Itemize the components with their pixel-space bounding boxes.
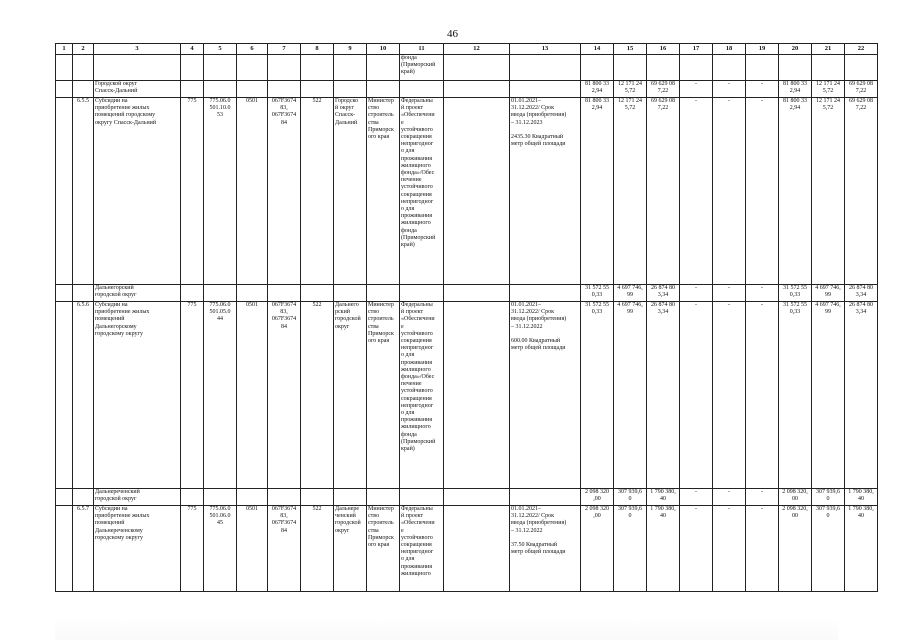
table-cell	[510, 81, 581, 98]
table-cell	[301, 81, 334, 98]
table-cell: 1 790 380, 40	[647, 506, 680, 592]
table-cell	[56, 506, 73, 592]
header-cell: 2	[73, 44, 94, 55]
table-cell: 6.5.6	[73, 302, 94, 489]
table-cell: 307 939,6 0	[812, 506, 845, 592]
header-cell: 8	[301, 44, 334, 55]
table-cell	[56, 285, 73, 302]
table-cell: Субсидии на приобретение жилых помещений Дальнереченскому городскому округу	[94, 506, 181, 592]
table-cell	[367, 81, 400, 98]
table-cell: -	[680, 285, 713, 302]
table-cell: 31 572 55 0,33	[581, 302, 614, 489]
table-cell: 4 697 746, 99	[812, 285, 845, 302]
table-cell	[73, 55, 94, 81]
table-cell: 69 629 08 7,22	[845, 81, 878, 98]
table-cell: 81 800 33 2,94	[581, 81, 614, 98]
table-cell: 1 790 380, 40	[647, 489, 680, 506]
table-cell	[334, 489, 367, 506]
header-cell: 21	[812, 44, 845, 55]
header-cell: 6	[237, 44, 268, 55]
page-bottom-edge	[55, 618, 838, 640]
table-cell: Городской округ Спасск-Дальний	[94, 81, 181, 98]
table-cell	[444, 506, 510, 592]
table-cell	[845, 55, 878, 81]
table-cell: 775	[181, 506, 204, 592]
table-cell: 775	[181, 302, 204, 489]
table-cell: 81 800 33 2,94	[779, 98, 812, 285]
header-cell: 22	[845, 44, 878, 55]
table-cell: 4 697 746, 99	[614, 302, 647, 489]
table-cell: 2 098 320 ,00	[581, 489, 614, 506]
table-cell	[56, 81, 73, 98]
table-cell: 1 790 380, 40	[845, 489, 878, 506]
table-cell: 307 939,6 0	[614, 506, 647, 592]
table-cell	[400, 489, 444, 506]
table-cell: 1 790 380, 40	[845, 506, 878, 592]
table-cell: 0501	[237, 506, 268, 592]
table-cell: 12 171 24 5,72	[614, 81, 647, 98]
table-cell: -	[746, 302, 779, 489]
table-cell	[400, 81, 444, 98]
table-cell	[204, 489, 237, 506]
item-row	[56, 98, 878, 285]
table-cell: -	[746, 506, 779, 592]
table-cell	[334, 55, 367, 81]
table-cell	[56, 302, 73, 489]
table-cell	[444, 81, 510, 98]
table-cell	[268, 55, 301, 81]
header-cell: 17	[680, 44, 713, 55]
subtotal-row	[56, 285, 878, 302]
table-cell	[181, 81, 204, 98]
table-cell	[237, 81, 268, 98]
table-cell: 775	[181, 98, 204, 285]
table-cell	[510, 285, 581, 302]
table-cell	[268, 489, 301, 506]
table-cell	[614, 55, 647, 81]
table-cell	[444, 285, 510, 302]
table-cell	[301, 55, 334, 81]
table-cell	[237, 489, 268, 506]
table-cell: -	[680, 302, 713, 489]
table-cell: 01.01.2021– 31.12.2022/ Срок ввода (приобретения) – 31.12.2022 37.50 Квадратный метр общей площади	[510, 506, 581, 592]
table-cell	[301, 285, 334, 302]
table-cell: 2 098 320, 00	[779, 506, 812, 592]
header-cell: 13	[510, 44, 581, 55]
table-cell: Федеральны й проект «Обеспечени е устойчивого сокращения непригодног о для проживания жилищного	[400, 506, 444, 592]
table-cell	[444, 302, 510, 489]
table-cell: 31 572 55 0,33	[779, 285, 812, 302]
table-cell: 4 697 746, 99	[812, 302, 845, 489]
table-cell: 12 171 24 5,72	[812, 81, 845, 98]
table-cell: Дальнего рский городской округ	[334, 302, 367, 489]
table-cell	[746, 55, 779, 81]
table-cell: 26 874 80 3,34	[845, 302, 878, 489]
table-cell: 067F3674 83, 067F3674 84	[268, 98, 301, 285]
table-cell: Дальнегорский городской округ	[94, 285, 181, 302]
header-cell: 1	[56, 44, 73, 55]
header-cell: 9	[334, 44, 367, 55]
budget-table	[55, 43, 878, 592]
table-cell: -	[746, 285, 779, 302]
table-cell: 067F3674 83, 067F3674 84	[268, 302, 301, 489]
table-cell: -	[713, 285, 746, 302]
table-cell	[56, 489, 73, 506]
table-cell	[73, 489, 94, 506]
table-cell: 81 800 33 2,94	[581, 98, 614, 285]
table-cell: Городско й округ Спасск- Дальний	[334, 98, 367, 285]
table-cell	[444, 489, 510, 506]
table-cell: 307 939,6 0	[812, 489, 845, 506]
table-cell: Федеральны й проект «Обеспечени е устойчивого сокращения непригодног о для проживания жилищного фонда»/Обес печение устойчивого сокращения непригодног о для проживания жилищного фонда (Приморский край)	[400, 302, 444, 489]
header-cell: 16	[647, 44, 680, 55]
table-cell	[301, 489, 334, 506]
table-cell: 69 629 08 7,22	[845, 98, 878, 285]
header-cell: 11	[400, 44, 444, 55]
header-cell: 3	[94, 44, 181, 55]
table-cell: 522	[301, 98, 334, 285]
table-cell	[334, 81, 367, 98]
table-cell: Субсидии на приобретение жилых помещений Дальнегорскому городскому округу	[94, 302, 181, 489]
table-header-row	[56, 44, 878, 55]
table-cell	[680, 55, 713, 81]
table-cell	[204, 285, 237, 302]
table-cell: 31 572 55 0,33	[581, 285, 614, 302]
header-cell: 10	[367, 44, 400, 55]
table-cell	[444, 55, 510, 81]
table-cell: 12 171 24 5,72	[614, 98, 647, 285]
table-cell: 2 098 320, 00	[779, 489, 812, 506]
header-cell: 4	[181, 44, 204, 55]
table-cell: 067F3674 83, 067F3674 84	[268, 506, 301, 592]
table-cell: -	[713, 506, 746, 592]
table-cell: 2 098 320 ,00	[581, 506, 614, 592]
header-cell: 20	[779, 44, 812, 55]
table-cell	[647, 55, 680, 81]
header-cell: 12	[444, 44, 510, 55]
table-cell: Министер ство строитель ства Приморск ого края	[367, 302, 400, 489]
table-cell: -	[680, 98, 713, 285]
table-cell: фонда (Приморский край)	[400, 55, 444, 81]
table-cell: -	[713, 81, 746, 98]
table-cell	[713, 55, 746, 81]
table-cell	[400, 285, 444, 302]
header-cell: 14	[581, 44, 614, 55]
table-cell: 26 874 80 3,34	[845, 285, 878, 302]
table-cell: 31 572 55 0,33	[779, 302, 812, 489]
table-cell	[334, 285, 367, 302]
table-cell: 01.01.2021– 31.12.2022/ Срок ввода (приобретения) – 31.12.2023 2435.30 Квадратный метр общей площади	[510, 98, 581, 285]
header-cell: 15	[614, 44, 647, 55]
item-row	[56, 302, 878, 489]
table-cell	[510, 489, 581, 506]
table-cell: 26 874 80 3,34	[647, 285, 680, 302]
table-cell: -	[746, 98, 779, 285]
table-cell: 0501	[237, 98, 268, 285]
table-cell	[94, 55, 181, 81]
table-cell	[510, 55, 581, 81]
table-cell: 6.5.5	[73, 98, 94, 285]
table-cell: 69 629 08 7,22	[647, 81, 680, 98]
table-cell: 01.01.2021– 31.12.2022/ Срок ввода (приобретения) – 31.12.2022 600.00 Квадратный метр общей площади	[510, 302, 581, 489]
table-cell	[812, 55, 845, 81]
table-cell: Дальнере ченский городской округ	[334, 506, 367, 592]
table-cell: 81 800 33 2,94	[779, 81, 812, 98]
table-cell	[56, 55, 73, 81]
table-cell: -	[713, 489, 746, 506]
table-cell	[204, 81, 237, 98]
table-cell: -	[680, 81, 713, 98]
table-cell	[204, 55, 237, 81]
table-cell	[367, 55, 400, 81]
table-cell: -	[746, 81, 779, 98]
table-cell: 4 697 746, 99	[614, 285, 647, 302]
table-cell: Министер ство строитель ства Приморск ого края	[367, 506, 400, 592]
header-cell: 19	[746, 44, 779, 55]
table-cell: Министер ство строитель ства Приморск ого края	[367, 98, 400, 285]
table-cell	[444, 98, 510, 285]
table-cell: Дальнереченский городской округ	[94, 489, 181, 506]
table-cell: -	[713, 302, 746, 489]
table-cell	[181, 55, 204, 81]
table-cell: 26 874 80 3,34	[647, 302, 680, 489]
table-cell: -	[746, 489, 779, 506]
table-cell: -	[680, 489, 713, 506]
table-cell	[367, 285, 400, 302]
table-cell: 0501	[237, 302, 268, 489]
table-cell	[367, 489, 400, 506]
table-cell	[73, 81, 94, 98]
table-cell	[181, 285, 204, 302]
table-cell: -	[680, 506, 713, 592]
table-cell: 307 939,6 0	[614, 489, 647, 506]
table-cell: 775.06.0 501.06.0 45	[204, 506, 237, 592]
table-cell: 522	[301, 506, 334, 592]
table-cell: 522	[301, 302, 334, 489]
subtotal-row	[56, 81, 878, 98]
header-cell: 18	[713, 44, 746, 55]
table-cell	[56, 98, 73, 285]
table-cell	[237, 285, 268, 302]
table-cell: 12 171 24 5,72	[812, 98, 845, 285]
table-cell: 775.06.0 501.05.0 44	[204, 302, 237, 489]
page-number: 46	[447, 28, 458, 40]
table-cell	[779, 55, 812, 81]
table-cell	[268, 285, 301, 302]
table-cell: 69 629 08 7,22	[647, 98, 680, 285]
continuation-row	[56, 55, 878, 81]
table-cell: 6.5.7	[73, 506, 94, 592]
table-cell	[181, 489, 204, 506]
table-cell	[237, 55, 268, 81]
table-cell	[268, 81, 301, 98]
header-cell: 7	[268, 44, 301, 55]
table-cell	[73, 285, 94, 302]
subtotal-row	[56, 489, 878, 506]
header-cell: 5	[204, 44, 237, 55]
table-cell: 775.06.0 501.10.0 53	[204, 98, 237, 285]
item-row	[56, 506, 878, 592]
table-cell: Субсидии на приобретение жилых помещений городскому округу Спасск-Дальний	[94, 98, 181, 285]
table-cell: -	[713, 98, 746, 285]
table-cell: Федеральны й проект «Обеспечени е устойчивого сокращения непригодног о для проживания жилищного фонда»/Обес печение устойчивого сокращения непригодног о для проживания жилищного фонда (Приморский край)	[400, 98, 444, 285]
table-cell	[581, 55, 614, 81]
